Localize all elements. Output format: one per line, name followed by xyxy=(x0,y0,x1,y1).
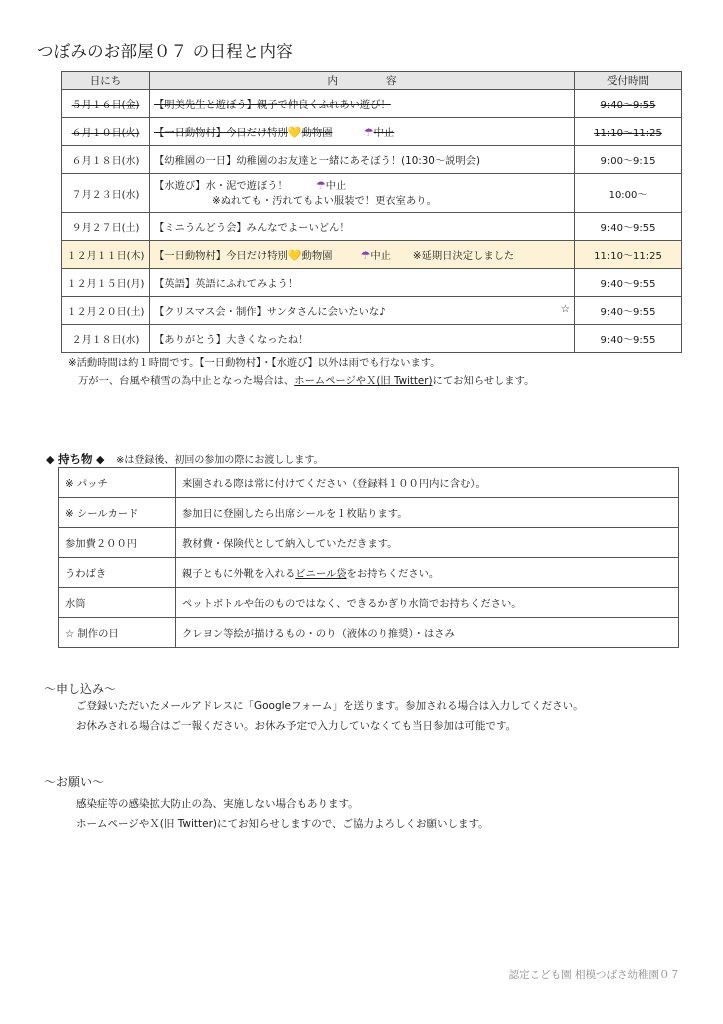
row-content: 【クリスマス会・制作】サンタさんに会いたいな♪ xyxy=(154,306,386,318)
row-content: 【幼稚園の一日】幼稚園のお友達と一緒にあそぼう！(10:30～説明会) xyxy=(150,146,575,174)
row-content: 【一日動物村】今日だけ特別 xyxy=(154,127,288,139)
application-line-1: ご登録いただいたメールアドレスに「Googleフォーム」を送ります。参加される場合は入力してください。 xyxy=(76,700,584,712)
request-text xyxy=(76,794,489,834)
schedule-row xyxy=(62,269,682,297)
item-desc: ペットボトルや缶のものではなく、できるかぎり水筒でお持ちください。 xyxy=(176,588,679,618)
header-content-b: 容 xyxy=(386,75,397,87)
schedule-row xyxy=(62,213,682,241)
row-time: 9:40～9:55 xyxy=(575,297,682,325)
item-desc xyxy=(176,558,679,588)
item-desc: 教材費・保険代として納入していただきます。 xyxy=(176,528,679,558)
row-content: 【明美先生と遊ぼう】親子で仲良くふれあい遊び！ xyxy=(154,99,391,111)
row-date: ６月１０日(火) xyxy=(71,128,140,139)
row-content: 【ありがとう】大きくなったね！ xyxy=(150,325,575,353)
row-date: ５月１６日(金) xyxy=(71,100,140,111)
row-content-note: ※延期日決定しました xyxy=(412,250,515,262)
schedule-row xyxy=(62,146,682,174)
header-content-a: 内 xyxy=(327,75,338,87)
row-time: 9:40～9:55 xyxy=(575,213,682,241)
header-time: 受付時間 xyxy=(575,72,682,90)
schedule-header-row xyxy=(62,72,682,90)
footer-org-name: 認定こども園 相模つばさ幼稚園０７ xyxy=(508,969,680,981)
row-content-cancel: 中止 xyxy=(373,127,395,139)
belongings-row xyxy=(59,558,679,588)
row-date: ７月２３日(水) xyxy=(62,174,150,213)
row-time: 9:40～9:55 xyxy=(600,100,656,111)
row-time: 9:40～9:55 xyxy=(575,325,682,353)
belongings-heading xyxy=(46,451,324,467)
belongings-row xyxy=(59,468,679,498)
heart-icon: 💛 xyxy=(287,249,302,262)
row-date: １２月２０日(土) xyxy=(62,297,150,325)
schedule-row xyxy=(62,174,682,213)
row-content: 【英語】英語にふれてみよう！ xyxy=(150,269,575,297)
row-content-mid: 動物園 xyxy=(301,250,333,262)
page-title: つぼみのお部屋０７ の日程と内容 xyxy=(37,42,293,61)
request-title: ～お願い～ xyxy=(44,775,105,789)
schedule-row-highlight xyxy=(62,241,682,269)
row-content-mid: 動物園 xyxy=(301,127,333,139)
row-date: ９月２７日(土) xyxy=(62,213,150,241)
belongings-title: 持ち物 xyxy=(57,452,93,466)
heart-icon: 💛 xyxy=(287,126,302,139)
schedule-row xyxy=(62,325,682,353)
item-desc: 参加日に登園したら出席シールを１枚貼ります。 xyxy=(176,498,679,528)
item-desc-underlined: ビニール袋 xyxy=(295,568,347,580)
schedule-row xyxy=(62,90,682,118)
item-name: 参加費２００円 xyxy=(59,528,176,558)
diamond-icon: ◆ xyxy=(95,453,105,466)
schedule-table xyxy=(61,71,682,353)
diamond-icon: ◆ xyxy=(46,453,55,466)
item-name: 水筒 xyxy=(59,588,176,618)
item-name: ☆ 制作の日 xyxy=(59,618,176,648)
schedule-notes xyxy=(68,354,534,390)
schedule-row xyxy=(62,297,682,325)
item-desc-post: をお持ちください。 xyxy=(346,568,440,580)
row-content xyxy=(154,178,570,194)
note-line-2-post: にてお知らせします。 xyxy=(432,375,535,387)
row-date: ２月１８日(水) xyxy=(62,325,150,353)
item-name: うわばき xyxy=(59,558,176,588)
star-icon: ☆ xyxy=(560,303,570,315)
note-line-2 xyxy=(68,372,534,390)
row-time: 10:00～ xyxy=(575,174,682,213)
row-time: 11:10～11:25 xyxy=(575,241,682,269)
application-text xyxy=(76,696,584,736)
belongings-table xyxy=(58,467,679,648)
row-content-note: ※ぬれても・汚れてもよい服装で！更衣室あり。 xyxy=(212,194,437,207)
application-line-2: お休みされる場合はご一報ください。お休み予定で入力していなくても当日参加は可能です。 xyxy=(76,720,517,732)
row-content-cancel: 中止 xyxy=(370,250,391,262)
row-content: 【ミニうんどう会】みんなでよーいどん！ xyxy=(150,213,575,241)
row-content: 【一日動物村】今日だけ特別 xyxy=(154,250,288,262)
row-content-text: 【水遊び】水・泥で遊ぼう！ xyxy=(154,179,288,192)
umbrella-icon: ☂ xyxy=(363,126,374,139)
item-desc: 来園される際は常に付けてください（登録料１００円内に含む）。 xyxy=(176,468,679,498)
row-date: １２月１５日(月) xyxy=(62,269,150,297)
belongings-note: ※は登録後、初回の参加の際にお渡しします。 xyxy=(115,455,324,466)
row-date: ６月１８日(水) xyxy=(62,146,150,174)
homepage-twitter-link[interactable]: ホームページやＸ(旧 Twitter) xyxy=(294,375,433,387)
umbrella-icon: ☂ xyxy=(315,178,326,192)
request-line-1: 感染症等の感染拡大防止の為、実施しない場合もあります。 xyxy=(76,798,359,810)
row-date: １２月１１日(木) xyxy=(62,241,150,269)
schedule-row xyxy=(62,118,682,146)
item-name: ※ シールカード xyxy=(59,498,176,528)
note-line-2-pre: 万が一、台風や積雪の為中止となった場合は、 xyxy=(78,375,295,387)
row-time: 9:00～9:15 xyxy=(575,146,682,174)
item-desc: クレヨン等絵が描けるもの・のり（液体のり推奨）・はさみ xyxy=(176,618,679,648)
note-line-1: ※活動時間は約１時間です。【一日動物村】・【水遊び】以外は雨でも行ないます。 xyxy=(68,357,441,369)
row-content-cancel: 中止 xyxy=(325,179,347,192)
belongings-row xyxy=(59,498,679,528)
item-desc-pre: 親子ともに外靴を入れる xyxy=(182,568,296,580)
row-time: 9:40～9:55 xyxy=(575,269,682,297)
header-date: 日にち xyxy=(62,72,150,90)
belongings-row xyxy=(59,618,679,648)
umbrella-icon: ☂ xyxy=(360,249,371,262)
application-title: ～申し込み～ xyxy=(44,682,117,696)
item-name: ※ パッチ xyxy=(59,468,176,498)
belongings-row xyxy=(59,528,679,558)
request-line-2: ホームページやＸ(旧 Twitter)にてお知らせしますので、ご協力よろしくお願いします。 xyxy=(76,818,489,830)
row-time: 11:10～11:25 xyxy=(594,128,662,139)
belongings-row xyxy=(59,588,679,618)
header-content xyxy=(150,72,575,90)
